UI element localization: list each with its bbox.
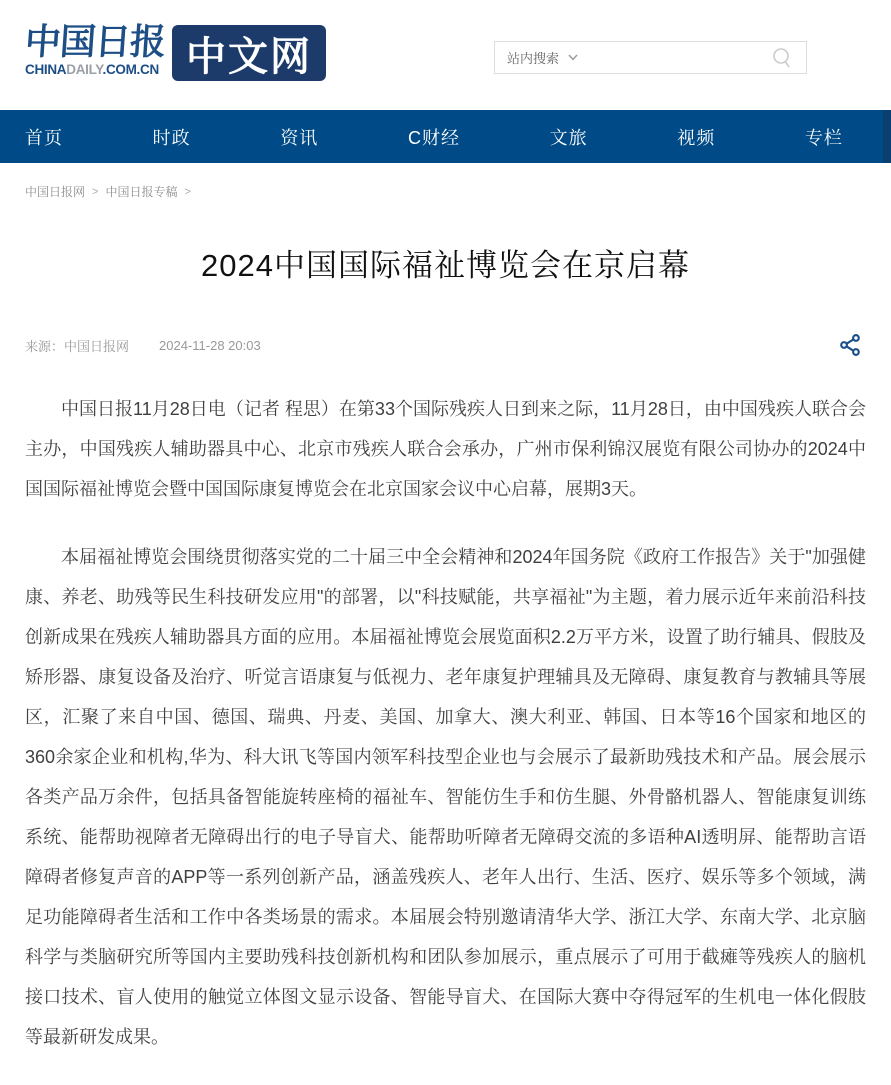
nav-item-home[interactable]: 首页: [25, 127, 63, 148]
search-icon[interactable]: [770, 46, 794, 70]
article-datetime: 2024-11-28 20:03: [159, 337, 261, 353]
search-input[interactable]: [578, 42, 770, 73]
nav-item-culture-travel[interactable]: 文旅: [549, 127, 588, 148]
breadcrumb: [25, 183, 866, 200]
article-body: [25, 389, 866, 1057]
nav-item-columns[interactable]: 专栏: [804, 127, 843, 148]
article-source: 来源：中国日报网: [25, 338, 130, 354]
nav-item-news[interactable]: 资讯: [280, 127, 319, 148]
breadcrumb-separator: >: [92, 185, 99, 198]
chevron-down-icon: [568, 54, 578, 61]
logo-site-badge: 中文网: [172, 25, 326, 81]
search-scope-dropdown[interactable]: [507, 48, 578, 67]
site-header: [0, 0, 891, 110]
nav-right-edge: [883, 110, 891, 163]
nav-item-politics[interactable]: 时政: [152, 127, 191, 148]
logo-chinese-name: 中国日报: [23, 21, 167, 62]
nav-item-finance[interactable]: C财经: [407, 127, 460, 148]
search-scope-label: 站内搜索: [507, 51, 560, 66]
logo-domain-part2: DAILY: [66, 62, 103, 77]
article-paragraph: 中国日报11月28日电（记者 程思）在第33个国际残疾人日到来之际，11月28日，由中国残疾人联合会主办，中国残疾人辅助器具中心、北京市残疾人联合会承办，广州市保利锦汉展览有限公司协办的2024中国国际福祉博览会暨中国国际康复博览会在北京国家会议中心启幕，展期3天。: [25, 399, 866, 499]
page-title: 2024中国国际福祉博览会在京启幕: [201, 248, 690, 283]
breadcrumb-item-section[interactable]: 中国日报专稿: [105, 185, 178, 199]
site-search: [494, 41, 807, 74]
logo-domain-part3: .COM.CN: [102, 62, 159, 77]
article-meta: [25, 331, 866, 359]
nav-item-video[interactable]: 视频: [677, 127, 716, 148]
logo-text-block: [25, 22, 165, 77]
article-paragraph: 本届福祉博览会围绕贯彻落实党的二十届三中全会精神和2024年国务院《政府工作报告》关于"加强健康、养老、助残等民生科技研发应用"的部署，以"科技赋能，共享福祉"为主题，着力展示近年来前沿科技创新成果在残疾人辅助器具方面的应用。本届福祉博览会展览面积2.2万平方米，设置了助行辅具、假肢及矫形器、康复设备及治疗、听觉言语康复与低视力、老年康复护理辅具及无障碍、康复教育与教辅具等展区，汇聚了来自中国、德国、瑞典、丹麦、美国、加拿大、澳大利亚、韩国、日本等16个国家和地区的360余家企业和机构,华为、科大讯飞等国内领军科技型企业也与会展示了最新助残技术和产品。展会展示各类产品万余件，包括具备智能旋转座椅的福祉车、智能仿生手和仿生腿、外骨骼机器人、智能康复训练系统、能帮助视障者无障碍出行的电子导盲犬、能帮助听障者无障碍交流的多语种AI透明屏、能帮助言语障碍者修复声音的APP等一系列创新产品，涵盖残疾人、老年人出行、生活、医疗、娱乐等多个领域，满足功能障碍者生活和工作中各类场景的需求。本届展会特别邀请清华大学、浙江大学、东南大学、北京脑科学与类脑研究所等国内主要助残科技创新机构和团队参加展示，重点展示了可用于截瘫等残疾人的脑机接口技术、盲人使用的触觉立体图文显示设备、智能导盲犬、在国际大赛中夺得冠军的生机电一体化假肢等最新研发成果。: [25, 547, 866, 1047]
logo-domain: [25, 62, 165, 77]
main-nav: [0, 110, 891, 163]
breadcrumb-separator: >: [184, 185, 191, 198]
logo-domain-part1: CHINA: [25, 62, 67, 77]
breadcrumb-item-home[interactable]: 中国日报网: [25, 185, 86, 199]
share-icon[interactable]: [836, 331, 864, 359]
site-logo[interactable]: [25, 22, 326, 81]
